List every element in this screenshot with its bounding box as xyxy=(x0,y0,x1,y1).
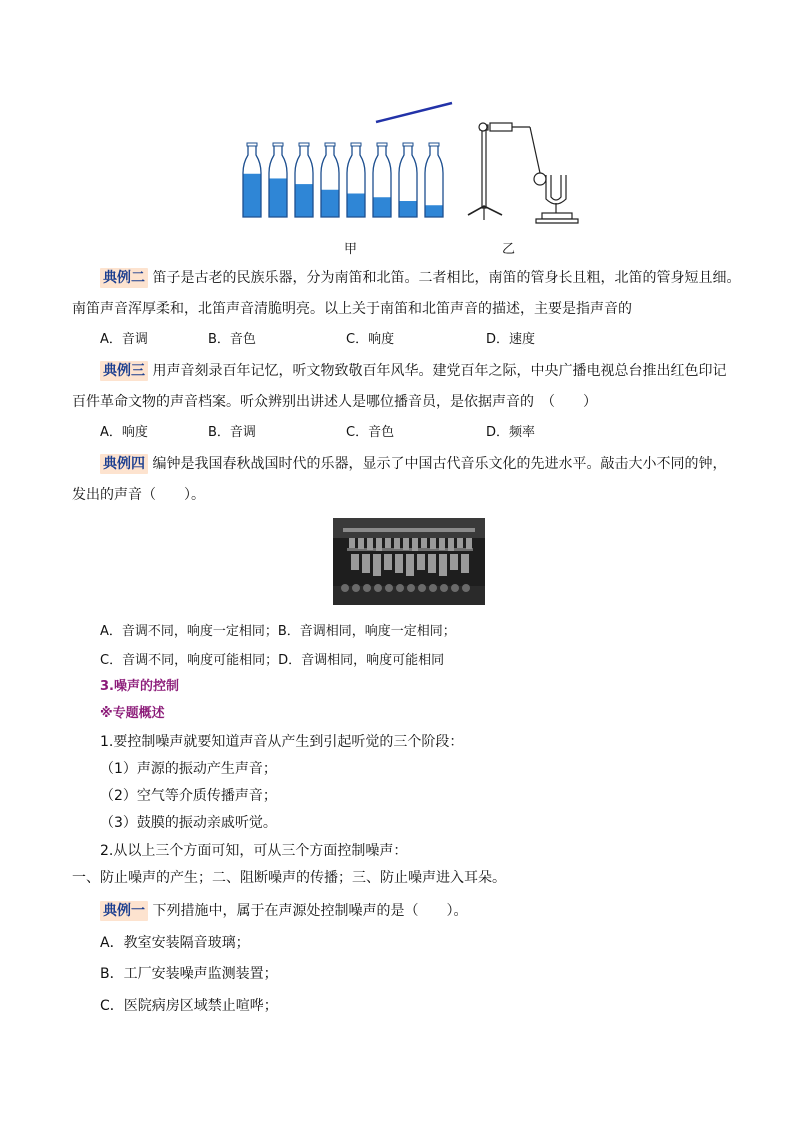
option-a[interactable]: A．教室安装隔音玻璃； xyxy=(100,935,250,951)
figure xyxy=(374,584,382,592)
bell xyxy=(430,538,436,549)
example-tag: 典例三 xyxy=(100,361,148,381)
bottle xyxy=(347,143,365,217)
example-text: 用声音刻录百年记忆，听文物致敬百年风华。建党百年之际，中央广播电视总台推出红色印记 xyxy=(152,363,727,379)
bell xyxy=(362,554,370,573)
figure xyxy=(440,584,448,592)
bottle xyxy=(269,143,287,217)
figure-bottles-and-tuning-fork xyxy=(230,95,590,230)
option-a[interactable]: A．响度 xyxy=(100,425,148,440)
section-title: 3.噪声的控制 xyxy=(100,679,179,694)
bell xyxy=(403,538,409,550)
bottle-mouth xyxy=(429,143,439,146)
bell xyxy=(450,554,458,570)
bottle-water xyxy=(399,201,417,217)
chime-bells-photo xyxy=(333,518,485,605)
bottle-water xyxy=(321,190,339,217)
overview-item-2: （2）空气等介质传播声音； xyxy=(100,788,277,804)
bottle-mouth xyxy=(377,143,387,146)
example-text: 笛子是古老的民族乐器，分为南笛和北笛。二者相比，南笛的管身长且粗，北笛的管身短且细。 xyxy=(152,270,741,286)
bell xyxy=(428,554,436,573)
option-c[interactable]: C．音色 xyxy=(346,425,395,440)
bottle xyxy=(243,143,261,217)
option-d[interactable]: D．频率 xyxy=(486,425,536,440)
bell xyxy=(384,554,392,570)
bell xyxy=(412,538,418,551)
bell xyxy=(448,538,454,551)
option-c[interactable]: C．医院病房区域禁止喧哗； xyxy=(100,998,278,1014)
bottle-mouth xyxy=(247,143,257,146)
example-2-line-1 xyxy=(100,268,740,288)
bottle-mouth xyxy=(325,143,335,146)
figure xyxy=(341,584,349,592)
option-a[interactable]: A．音调 xyxy=(100,332,148,347)
bottle-water xyxy=(347,194,365,218)
bottle-water xyxy=(295,184,313,217)
bell xyxy=(439,554,447,576)
bottle-water xyxy=(269,178,287,217)
bell xyxy=(406,554,414,576)
example-tag: 典例二 xyxy=(100,268,148,288)
option-d[interactable]: D．速度 xyxy=(486,332,536,347)
example-tag: 典例一 xyxy=(100,901,148,921)
bell xyxy=(421,538,427,548)
example-3-line-2: 百件革命文物的声音档案。听众辨别出讲述人是哪位播音员，是依据声音的 （ ） xyxy=(72,394,597,410)
bell xyxy=(373,554,381,576)
bell xyxy=(367,538,373,550)
bell xyxy=(439,538,445,550)
example-text: 编钟是我国春秋战国时代的乐器，显示了中国古代音乐文化的先进水平。敲击大小不同的钟， xyxy=(152,456,727,472)
bottle xyxy=(399,143,417,217)
option-b[interactable]: B．音色 xyxy=(208,332,256,347)
figure xyxy=(451,584,459,592)
example-text: 下列措施中，属于在声源处控制噪声的是（ ）。 xyxy=(152,903,468,919)
bell xyxy=(466,538,472,549)
overview-item-1: （1）声源的振动产生声音； xyxy=(100,761,277,777)
bell xyxy=(457,538,463,548)
bell xyxy=(394,538,400,549)
section-subtitle: ※专题概述 xyxy=(100,706,165,721)
figure xyxy=(462,584,470,592)
overview-paragraph-3: 一、防止噪声的产生；二、阻断噪声的传播；三、防止噪声进入耳朵。 xyxy=(72,870,506,886)
figure xyxy=(429,584,437,592)
bottle-mouth xyxy=(403,143,413,146)
overview-item-3: （3）鼓膜的振动亲戚听觉。 xyxy=(100,815,277,831)
bell xyxy=(376,538,382,551)
bottle-water xyxy=(425,205,443,217)
striker-line xyxy=(376,103,452,122)
bell xyxy=(351,554,359,570)
bottle-water xyxy=(373,197,391,217)
overview-paragraph-2: 2.从以上三个方面可知，可从三个方面控制噪声： xyxy=(100,843,408,859)
figure-label-yi: 乙 xyxy=(502,242,516,257)
example-3-line-1 xyxy=(100,361,726,381)
bell xyxy=(395,554,403,573)
figure xyxy=(407,584,415,592)
bottle-mouth xyxy=(351,143,361,146)
bell xyxy=(385,538,391,548)
example-tag: 典例四 xyxy=(100,454,148,474)
bell xyxy=(349,538,355,548)
overview-paragraph-1: 1.要控制噪声就要知道声音从产生到引起听觉的三个阶段： xyxy=(100,734,464,750)
option-c[interactable]: C．响度 xyxy=(346,332,395,347)
figure xyxy=(385,584,393,592)
figure xyxy=(352,584,360,592)
example-4-line-1 xyxy=(100,454,726,474)
example-1-question xyxy=(100,901,467,921)
example-4-options-line-1: A．音调不同，响度一定相同；B．音调相同，响度一定相同； xyxy=(100,624,456,639)
bottle xyxy=(321,143,339,217)
bottle-mouth xyxy=(273,143,283,146)
bell xyxy=(358,538,364,549)
bottle xyxy=(373,143,391,217)
bell xyxy=(417,554,425,570)
example-4-line-2: 发出的声音（ ）。 xyxy=(72,487,205,503)
option-b[interactable]: B．音调 xyxy=(208,425,256,440)
example-4-options-line-2: C．音调不同，响度可能相同；D．音调相同，响度可能相同 xyxy=(100,653,445,668)
bottle-mouth xyxy=(299,143,309,146)
option-b[interactable]: B．工厂安装噪声监测装置； xyxy=(100,966,278,982)
bottle xyxy=(295,143,313,217)
figure xyxy=(363,584,371,592)
bottle-water xyxy=(243,174,261,217)
example-2-line-2: 南笛声音浑厚柔和，北笛声音清脆明亮。以上关于南笛和北笛声音的描述，主要是指声音的 xyxy=(72,301,632,317)
figure xyxy=(396,584,404,592)
bottle xyxy=(425,143,443,217)
figure xyxy=(418,584,426,592)
bell xyxy=(461,554,469,573)
stand-with-pendulum xyxy=(468,123,546,220)
figure-label-jia: 甲 xyxy=(344,242,358,257)
